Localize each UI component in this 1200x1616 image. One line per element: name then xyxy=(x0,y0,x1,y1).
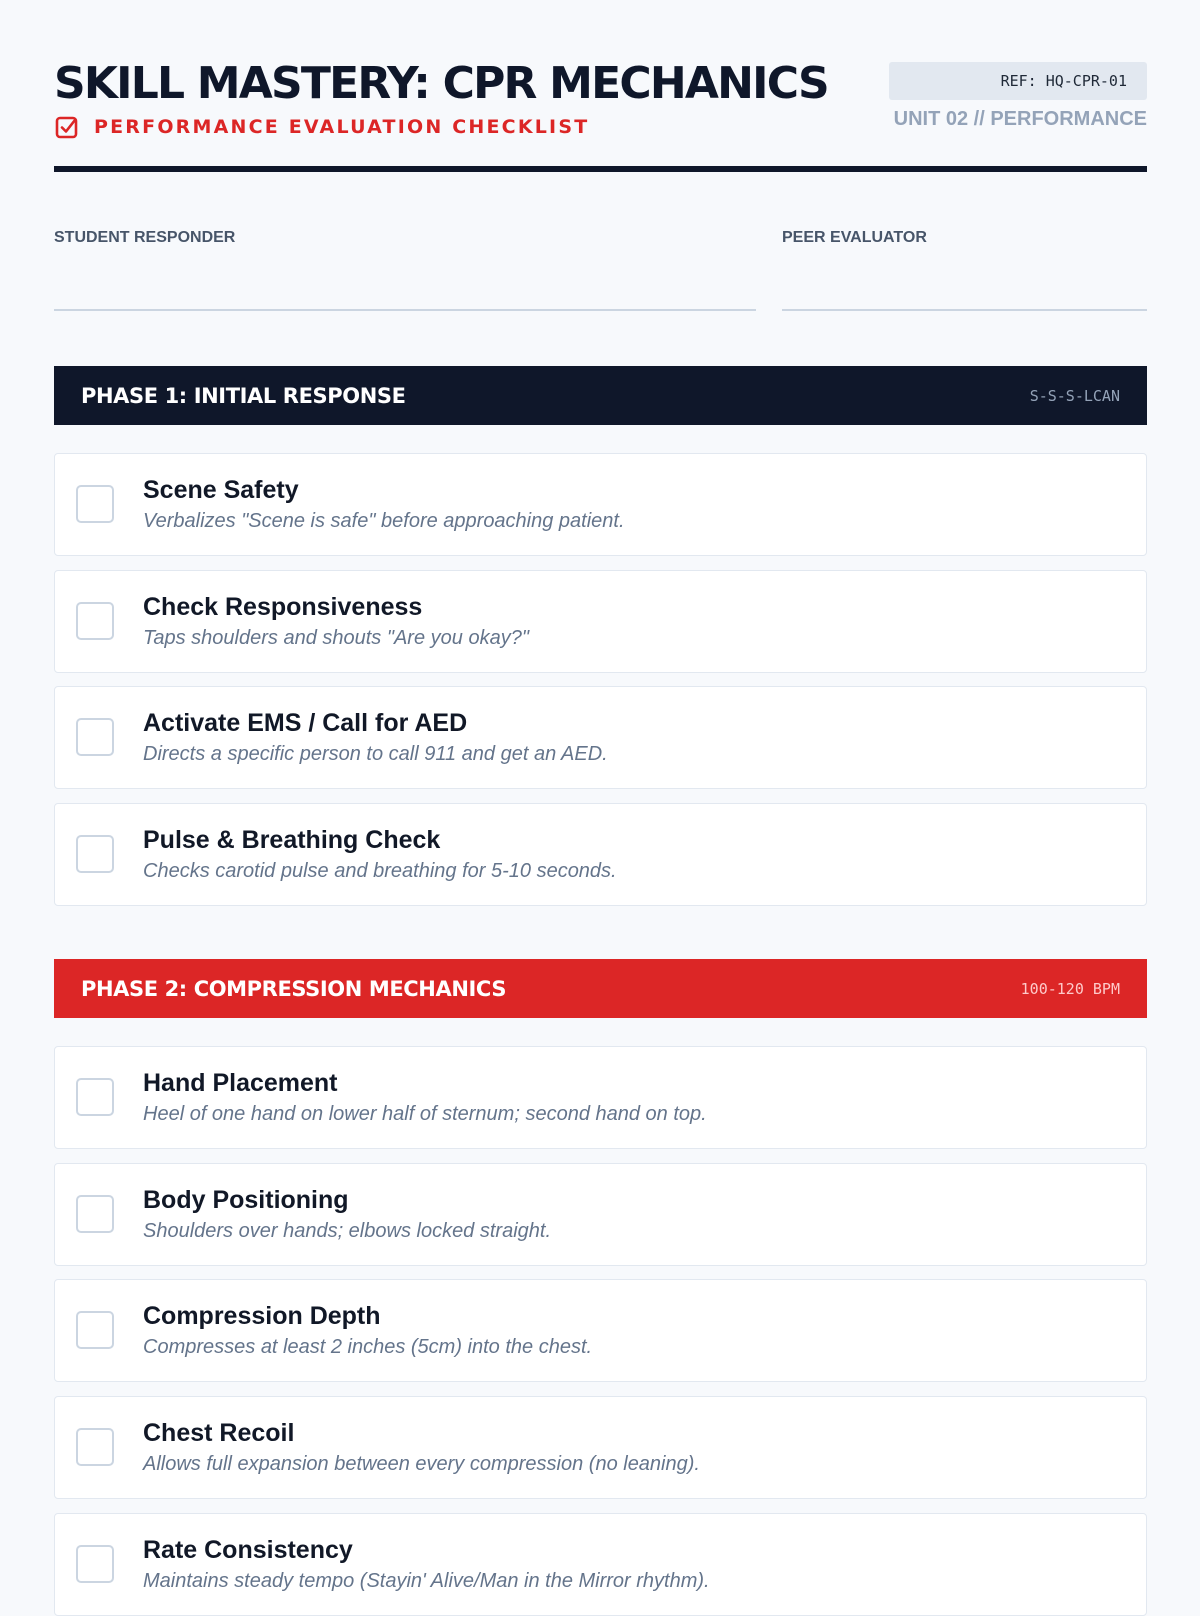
item-title: Chest Recoil xyxy=(143,1419,295,1447)
checklist-item-activate-ems[interactable] xyxy=(54,686,1147,789)
item-title: Compression Depth xyxy=(143,1302,381,1330)
item-description: Checks carotid pulse and breathing for 5-10 seconds. xyxy=(143,860,617,882)
item-description: Heel of one hand on lower half of sternum; second hand on top. xyxy=(143,1103,707,1125)
item-title: Rate Consistency xyxy=(143,1536,353,1564)
reference-badge: REF: HQ-CPR-01 xyxy=(889,62,1147,100)
phase-tag: S-S-S-LCAN xyxy=(1029,386,1120,405)
page-title: SKILL MASTERY: CPR MECHANICS xyxy=(54,58,828,109)
item-title: Pulse & Breathing Check xyxy=(143,826,441,854)
student-responder-field[interactable] xyxy=(54,309,756,311)
checkbox[interactable] xyxy=(76,485,114,523)
phase-2-header xyxy=(54,959,1147,1018)
checkbox[interactable] xyxy=(76,1311,114,1349)
checklist-item-check-responsiveness[interactable] xyxy=(54,570,1147,673)
item-description: Verbalizes "Scene is safe" before approaching patient. xyxy=(143,510,625,532)
checklist-item-rate-consistency[interactable] xyxy=(54,1513,1147,1616)
item-description: Directs a specific person to call 911 and get an AED. xyxy=(143,743,608,765)
checkbox[interactable] xyxy=(76,835,114,873)
item-description: Maintains steady tempo (Stayin' Alive/Man in the Mirror rhythm). xyxy=(143,1570,710,1592)
checklist-item-body-positioning[interactable] xyxy=(54,1163,1147,1266)
checklist-item-pulse-breathing[interactable] xyxy=(54,803,1147,906)
checkbox[interactable] xyxy=(76,602,114,640)
checkbox-icon xyxy=(54,114,80,140)
checklist-item-scene-safety[interactable] xyxy=(54,453,1147,556)
phase-1-header xyxy=(54,366,1147,425)
peer-evaluator-field[interactable] xyxy=(782,309,1147,311)
checklist-item-compression-depth[interactable] xyxy=(54,1279,1147,1382)
item-description: Shoulders over hands; elbows locked straight. xyxy=(143,1220,552,1242)
phase-tag: 100-120 BPM xyxy=(1020,979,1120,998)
item-title: Activate EMS / Call for AED xyxy=(143,709,468,737)
subtitle-row xyxy=(54,114,589,140)
checkbox[interactable] xyxy=(76,1078,114,1116)
item-title: Check Responsiveness xyxy=(143,593,423,621)
page-subtitle: PERFORMANCE EVALUATION CHECKLIST xyxy=(94,116,590,138)
item-title: Hand Placement xyxy=(143,1069,338,1097)
phase-title: PHASE 1: INITIAL RESPONSE xyxy=(81,383,406,408)
checkbox[interactable] xyxy=(76,1428,114,1466)
item-title: Body Positioning xyxy=(143,1186,349,1214)
checklist-item-chest-recoil[interactable] xyxy=(54,1396,1147,1499)
unit-label: UNIT 02 // PERFORMANCE xyxy=(893,108,1147,130)
item-description: Compresses at least 2 inches (5cm) into the chest. xyxy=(143,1336,593,1358)
header xyxy=(54,56,1147,172)
item-description: Taps shoulders and shouts "Are you okay?" xyxy=(143,627,529,649)
checkbox[interactable] xyxy=(76,1195,114,1233)
phase-title: PHASE 2: COMPRESSION MECHANICS xyxy=(81,976,507,1001)
peer-evaluator-label: PEER EVALUATOR xyxy=(782,229,927,246)
item-title: Scene Safety xyxy=(143,476,299,504)
header-divider xyxy=(54,166,1147,172)
checklist-item-hand-placement[interactable] xyxy=(54,1046,1147,1149)
item-description: Allows full expansion between every compression (no leaning). xyxy=(143,1453,700,1475)
student-responder-label: STUDENT RESPONDER xyxy=(54,229,236,246)
checkbox[interactable] xyxy=(76,1545,114,1583)
checkbox[interactable] xyxy=(76,718,114,756)
